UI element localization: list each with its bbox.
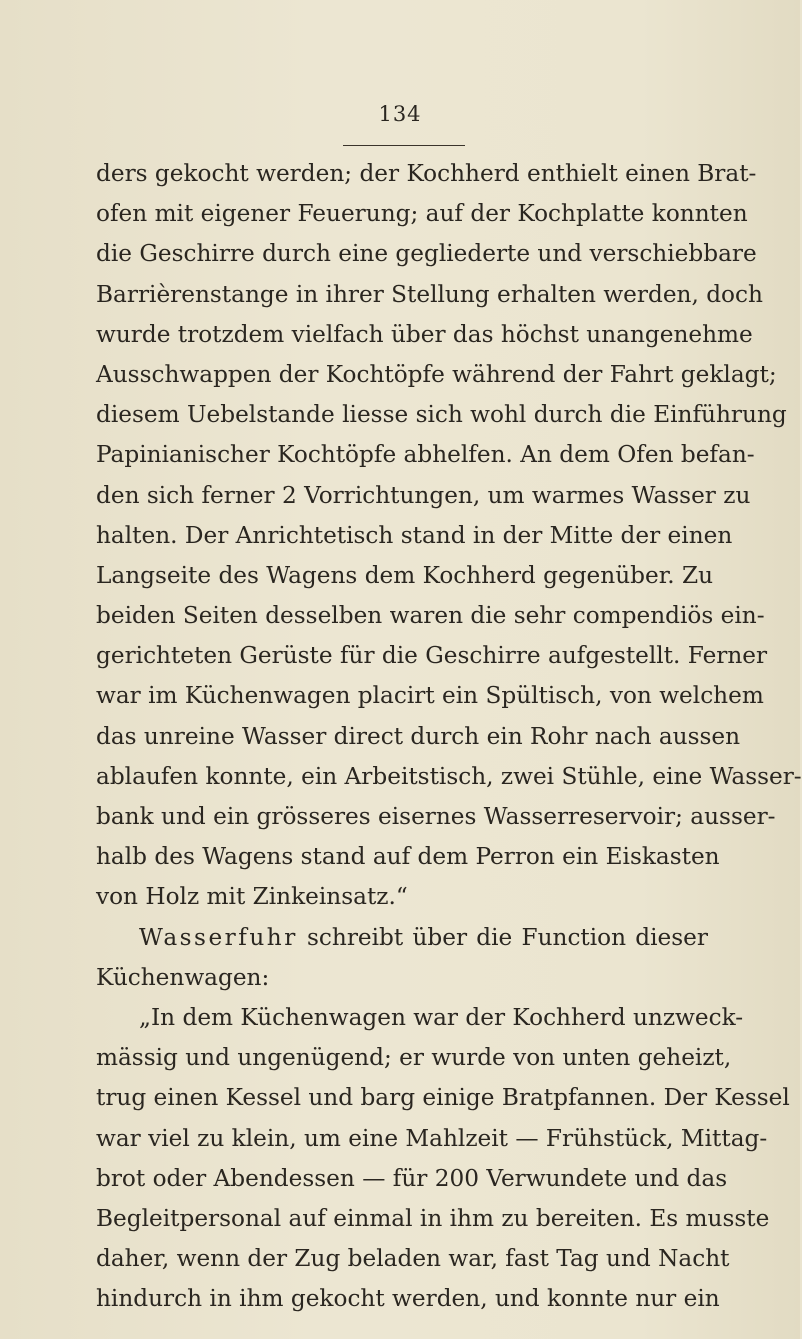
text-line: wurde trotzdem vielfach über das höchst unangenehme: [96, 320, 753, 348]
text-line: von Holz mit Zinkeinsatz.“: [96, 883, 408, 911]
text-line: hindurch in ihm gekocht werden, und konnte nur ein: [96, 1285, 720, 1313]
text-line: trug einen Kessel und barg einige Bratpfannen. Der Kessel: [96, 1084, 790, 1112]
text-line: bank und ein grösseres eisernes Wasserreservoir; ausser-: [96, 803, 776, 830]
text-line: ofen mit eigener Feuerung; auf der Kochplatte konnten: [96, 200, 748, 228]
text-line: Begleitpersonal auf einmal in ihm zu bereiten. Es musste: [96, 1204, 770, 1232]
page-number: 134: [378, 102, 422, 126]
text-line: halb des Wagens stand auf dem Perron ein Eiskasten: [96, 843, 720, 871]
text-line: Papinianischer Kochtöpfe abhelfen. An dem Ofen befan-: [96, 441, 755, 469]
text-fragment: schreibt über die Function dieser: [297, 923, 708, 951]
text-line: diesem Uebelstande liesse sich wohl durch die Einführung: [96, 401, 787, 429]
text-line: daher, wenn der Zug beladen war, fast Tag und Nacht: [96, 1245, 730, 1273]
text-line: gerichteten Gerüste für die Geschirre aufgestellt. Ferner: [96, 642, 768, 670]
text-line: ders gekocht werden; der Kochherd enthielt einen Brat-: [96, 160, 757, 187]
text-line: beiden Seiten desselben waren die sehr compendiös ein-: [96, 602, 765, 630]
body-text: [96, 154, 802, 1319]
text-line: Langseite des Wagens dem Kochherd gegenüber. Zu: [96, 561, 714, 589]
author-name: Wasserfuhr: [139, 923, 298, 951]
text-line: war im Küchenwagen placirt ein Spültisch, von welchem: [96, 682, 764, 710]
header-rule: [343, 145, 465, 146]
text-line: die Geschirre durch eine gegliederte und verschiebbare: [96, 240, 757, 268]
text-line: mässig und ungenügend; er wurde von unten geheizt,: [96, 1044, 732, 1072]
text-line-paragraph-start: [96, 918, 708, 958]
text-line: Barrièrenstange in ihrer Stellung erhalten werden, doch: [96, 280, 763, 308]
text-line: das unreine Wasser direct durch ein Rohr nach aussen: [96, 722, 741, 750]
text-line-paragraph-start: „In dem Küchenwagen war der Kochherd unzweck-: [139, 1003, 744, 1031]
text-line: brot oder Abendessen — für 200 Verwundete und das: [96, 1164, 728, 1192]
text-line: Küchenwagen:: [96, 963, 270, 991]
text-line: war viel zu klein, um eine Mahlzeit — Frühstück, Mittag-: [96, 1124, 768, 1152]
text-line: Ausschwappen der Kochtöpfe während der Fahrt geklagt;: [96, 360, 777, 388]
text-line: ablaufen konnte, ein Arbeitstisch, zwei Stühle, eine Wasser-: [96, 762, 802, 790]
text-line: den sich ferner 2 Vorrichtungen, um warmes Wasser zu: [96, 481, 751, 509]
text-line: halten. Der Anrichtetisch stand in der Mitte der einen: [96, 521, 733, 549]
